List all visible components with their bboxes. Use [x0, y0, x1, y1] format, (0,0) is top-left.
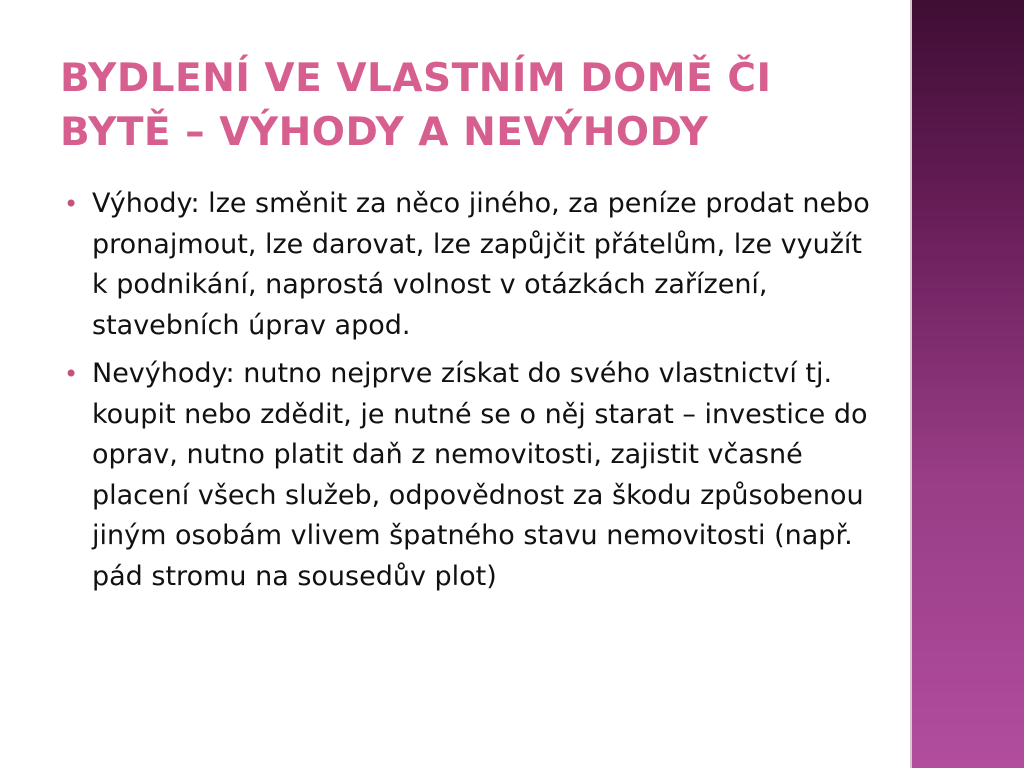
- bullet-item-advantages: [60, 184, 880, 346]
- bullet-dot-icon: •: [64, 190, 79, 218]
- bullet-list: [60, 184, 880, 605]
- slide-title: BYDLENÍ VE VLASTNÍM DOMĚ ČI BYTĚ – VÝHODY A NEVÝHODY: [60, 56, 772, 155]
- decorative-side-band: [912, 0, 1024, 768]
- bullet-text-disadvantages: Nevýhody: nutno nejprve získat do svého vlastnictví tj. koupit nebo zdědit, je nutné se o něj starat – investice do oprav, nutno platit daň z nemovitosti, zajistit včasné placení všech služeb, odpovědnost za škodu způsobenou jiným osobám vlivem špatného stavu nemovitosti (např. pád stromu na sousedův plot): [92, 358, 868, 592]
- bullet-item-disadvantages: [60, 354, 880, 597]
- bullet-text-advantages: Výhody: lze směnit za něco jiného, za peníze prodat nebo pronajmout, lze darovat, lze zapůjčit přátelům, lze využít k podnikání, naprostá volnost v otázkách zařízení, stavebních úprav apod.: [92, 188, 870, 341]
- bullet-dot-icon: •: [64, 360, 79, 388]
